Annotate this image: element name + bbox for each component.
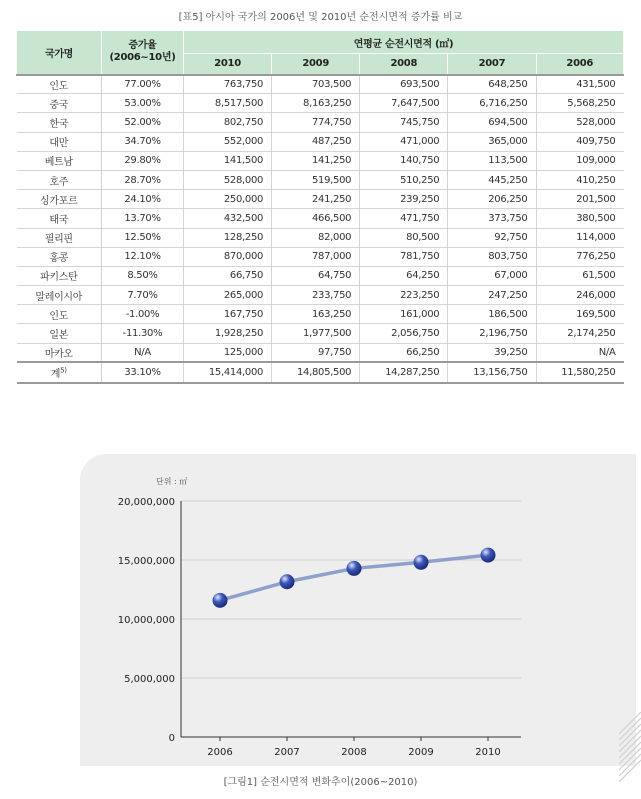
data-point xyxy=(414,555,429,570)
value-cell-2010: 763,750 xyxy=(184,75,272,94)
value-cell-2009: 82,000 xyxy=(272,228,360,247)
value-cell-2009: 466,500 xyxy=(272,209,360,228)
value-cell-2006: 109,000 xyxy=(536,151,624,170)
value-cell-2009: 787,000 xyxy=(272,247,360,266)
value-cell-2008: 745,750 xyxy=(360,113,448,132)
value-cell-2010: 66,750 xyxy=(184,266,272,285)
rate-cell: 7.70% xyxy=(102,286,184,305)
rate-cell: 12.50% xyxy=(102,228,184,247)
header-area: 연평균 순전시면적 (㎡) xyxy=(184,31,624,54)
header-rate xyxy=(102,31,184,75)
value-cell-2006: 61,500 xyxy=(536,266,624,285)
country-cell: 싱가포르 xyxy=(17,190,102,209)
x-tick-label: 2006 xyxy=(207,747,233,758)
value-cell-2009: 163,250 xyxy=(272,305,360,324)
value-cell-2007: 206,250 xyxy=(448,190,536,209)
country-cell: 말레이시아 xyxy=(17,286,102,305)
value-cell-2007: 2,196,750 xyxy=(448,324,536,343)
value-cell-2007: 648,250 xyxy=(448,75,536,94)
value-cell-2006: N/A xyxy=(536,343,624,362)
value-cell-2009: 519,500 xyxy=(272,170,360,189)
value-cell-2008: 80,500 xyxy=(360,228,448,247)
value-cell-2006: 431,500 xyxy=(536,75,624,94)
table-row xyxy=(17,247,624,266)
data-point xyxy=(280,574,295,589)
value-cell-2010: 141,500 xyxy=(184,151,272,170)
header-year-2009: 2009 xyxy=(272,54,360,75)
country-cell: 중국 xyxy=(17,94,102,113)
value-cell-2008: 510,250 xyxy=(360,170,448,189)
value-cell-2007: 92,750 xyxy=(448,228,536,247)
figure-caption: [그림1] 순전시면적 변화추이(2006~2010) xyxy=(223,777,418,788)
value-cell-2007: 67,000 xyxy=(448,266,536,285)
header-year-2008: 2008 xyxy=(360,54,448,75)
value-cell-2006: 5,568,250 xyxy=(536,94,624,113)
total-rate: 33.10% xyxy=(102,362,184,383)
value-cell-2008: 7,647,500 xyxy=(360,94,448,113)
value-cell-2008: 223,250 xyxy=(360,286,448,305)
total-2010: 15,414,000 xyxy=(184,362,272,383)
table-row xyxy=(17,343,624,362)
rate-cell: -1.00% xyxy=(102,305,184,324)
value-cell-2006: 201,500 xyxy=(536,190,624,209)
value-cell-2007: 39,250 xyxy=(448,343,536,362)
value-cell-2010: 250,000 xyxy=(184,190,272,209)
value-cell-2009: 703,500 xyxy=(272,75,360,94)
value-cell-2008: 2,056,750 xyxy=(360,324,448,343)
data-point xyxy=(347,561,362,576)
header-rate-line1: 증가율 xyxy=(128,40,157,52)
data-point xyxy=(213,593,228,608)
rate-cell: 29.80% xyxy=(102,151,184,170)
x-tick-label: 2007 xyxy=(274,747,300,758)
header-rate-line2: (2006~10년) xyxy=(109,52,176,64)
y-tick-label: 20,000,000 xyxy=(117,497,175,508)
y-tick-label: 0 xyxy=(168,733,175,744)
value-cell-2010: 802,750 xyxy=(184,113,272,132)
value-cell-2008: 161,000 xyxy=(360,305,448,324)
value-cell-2007: 247,250 xyxy=(448,286,536,305)
total-2009: 14,805,500 xyxy=(272,362,360,383)
table-row xyxy=(17,170,624,189)
table-row xyxy=(17,113,624,132)
value-cell-2008: 781,750 xyxy=(360,247,448,266)
total-label: 계$^{5)}$ xyxy=(17,362,102,383)
country-cell: 태국 xyxy=(17,209,102,228)
value-cell-2009: 233,750 xyxy=(272,286,360,305)
country-cell: 파키스탄 xyxy=(17,266,102,285)
total-2007: 13,156,750 xyxy=(448,362,536,383)
value-cell-2007: 694,500 xyxy=(448,113,536,132)
decorative-stripes xyxy=(619,712,641,782)
x-tick-label: 2008 xyxy=(341,747,367,758)
value-cell-2009: 64,750 xyxy=(272,266,360,285)
value-cell-2010: 870,000 xyxy=(184,247,272,266)
value-cell-2010: 528,000 xyxy=(184,170,272,189)
table-row xyxy=(17,75,624,94)
table-row xyxy=(17,228,624,247)
country-cell: 마카오 xyxy=(17,343,102,362)
value-cell-2007: 803,750 xyxy=(448,247,536,266)
y-tick-label: 10,000,000 xyxy=(117,615,175,626)
rate-cell: 77.00% xyxy=(102,75,184,94)
value-cell-2008: 140,750 xyxy=(360,151,448,170)
rate-cell: 13.70% xyxy=(102,209,184,228)
value-cell-2006: 114,000 xyxy=(536,228,624,247)
y-tick-label: 5,000,000 xyxy=(124,674,175,685)
value-cell-2010: 128,250 xyxy=(184,228,272,247)
value-cell-2006: 776,250 xyxy=(536,247,624,266)
table-row xyxy=(17,305,624,324)
country-cell: 베트남 xyxy=(17,151,102,170)
area-comparison-table xyxy=(16,30,624,384)
value-cell-2007: 113,500 xyxy=(448,151,536,170)
value-cell-2007: 373,750 xyxy=(448,209,536,228)
value-cell-2009: 141,250 xyxy=(272,151,360,170)
value-cell-2007: 365,000 xyxy=(448,132,536,151)
value-cell-2010: 265,000 xyxy=(184,286,272,305)
value-cell-2009: 241,250 xyxy=(272,190,360,209)
table-row xyxy=(17,151,624,170)
rate-cell: 28.70% xyxy=(102,170,184,189)
value-cell-2009: 97,750 xyxy=(272,343,360,362)
value-cell-2010: 125,000 xyxy=(184,343,272,362)
x-tick-label: 2010 xyxy=(475,747,501,758)
table-row xyxy=(17,94,624,113)
rate-cell: -11.30% xyxy=(102,324,184,343)
total-2006: 11,580,250 xyxy=(536,362,624,383)
table-row xyxy=(17,190,624,209)
country-cell: 한국 xyxy=(17,113,102,132)
header-year-2010: 2010 xyxy=(184,54,272,75)
country-cell: 필리핀 xyxy=(17,228,102,247)
country-cell: 대만 xyxy=(17,132,102,151)
value-cell-2008: 693,500 xyxy=(360,75,448,94)
table-row xyxy=(17,132,624,151)
value-cell-2009: 774,750 xyxy=(272,113,360,132)
country-cell: 인도 xyxy=(17,75,102,94)
y-tick-label: 15,000,000 xyxy=(117,556,175,567)
value-cell-2008: 239,250 xyxy=(360,190,448,209)
table-caption: [표5] 아시아 국가의 2006년 및 2010년 순전시면적 증가률 비교 xyxy=(178,12,463,23)
unit-label: 단위 : ㎡ xyxy=(156,477,188,486)
value-cell-2009: 8,163,250 xyxy=(272,94,360,113)
header-country: 국가명 xyxy=(17,31,102,75)
rate-cell: 8.50% xyxy=(102,266,184,285)
country-cell: 호주 xyxy=(17,170,102,189)
table-row xyxy=(17,286,624,305)
total-2008: 14,287,250 xyxy=(360,362,448,383)
country-cell: 인도 xyxy=(17,305,102,324)
value-cell-2010: 8,517,500 xyxy=(184,94,272,113)
value-cell-2010: 1,928,250 xyxy=(184,324,272,343)
value-cell-2009: 1,977,500 xyxy=(272,324,360,343)
header-year-2007: 2007 xyxy=(448,54,536,75)
country-cell: 홍콩 xyxy=(17,247,102,266)
table-row xyxy=(17,324,624,343)
header-year-2006: 2006 xyxy=(536,54,624,75)
value-cell-2007: 6,716,250 xyxy=(448,94,536,113)
rate-cell: 34.70% xyxy=(102,132,184,151)
rate-cell: 24.10% xyxy=(102,190,184,209)
rate-cell: 53.00% xyxy=(102,94,184,113)
value-cell-2008: 471,750 xyxy=(360,209,448,228)
value-cell-2006: 169,500 xyxy=(536,305,624,324)
value-cell-2008: 471,000 xyxy=(360,132,448,151)
x-tick-label: 2009 xyxy=(408,747,434,758)
total-row xyxy=(17,362,624,383)
table-row xyxy=(17,209,624,228)
value-cell-2007: 186,500 xyxy=(448,305,536,324)
country-cell: 일본 xyxy=(17,324,102,343)
value-cell-2006: 410,250 xyxy=(536,170,624,189)
table-row xyxy=(17,266,624,285)
value-cell-2009: 487,250 xyxy=(272,132,360,151)
value-cell-2010: 432,500 xyxy=(184,209,272,228)
value-cell-2008: 64,250 xyxy=(360,266,448,285)
value-cell-2010: 167,750 xyxy=(184,305,272,324)
rate-cell: 12.10% xyxy=(102,247,184,266)
data-point xyxy=(481,548,496,563)
line-chart xyxy=(80,454,636,766)
rate-cell: N/A xyxy=(102,343,184,362)
value-cell-2006: 409,750 xyxy=(536,132,624,151)
value-cell-2006: 380,500 xyxy=(536,209,624,228)
value-cell-2006: 528,000 xyxy=(536,113,624,132)
value-cell-2007: 445,250 xyxy=(448,170,536,189)
value-cell-2010: 552,000 xyxy=(184,132,272,151)
value-cell-2006: 246,000 xyxy=(536,286,624,305)
value-cell-2008: 66,250 xyxy=(360,343,448,362)
rate-cell: 52.00% xyxy=(102,113,184,132)
value-cell-2006: 2,174,250 xyxy=(536,324,624,343)
